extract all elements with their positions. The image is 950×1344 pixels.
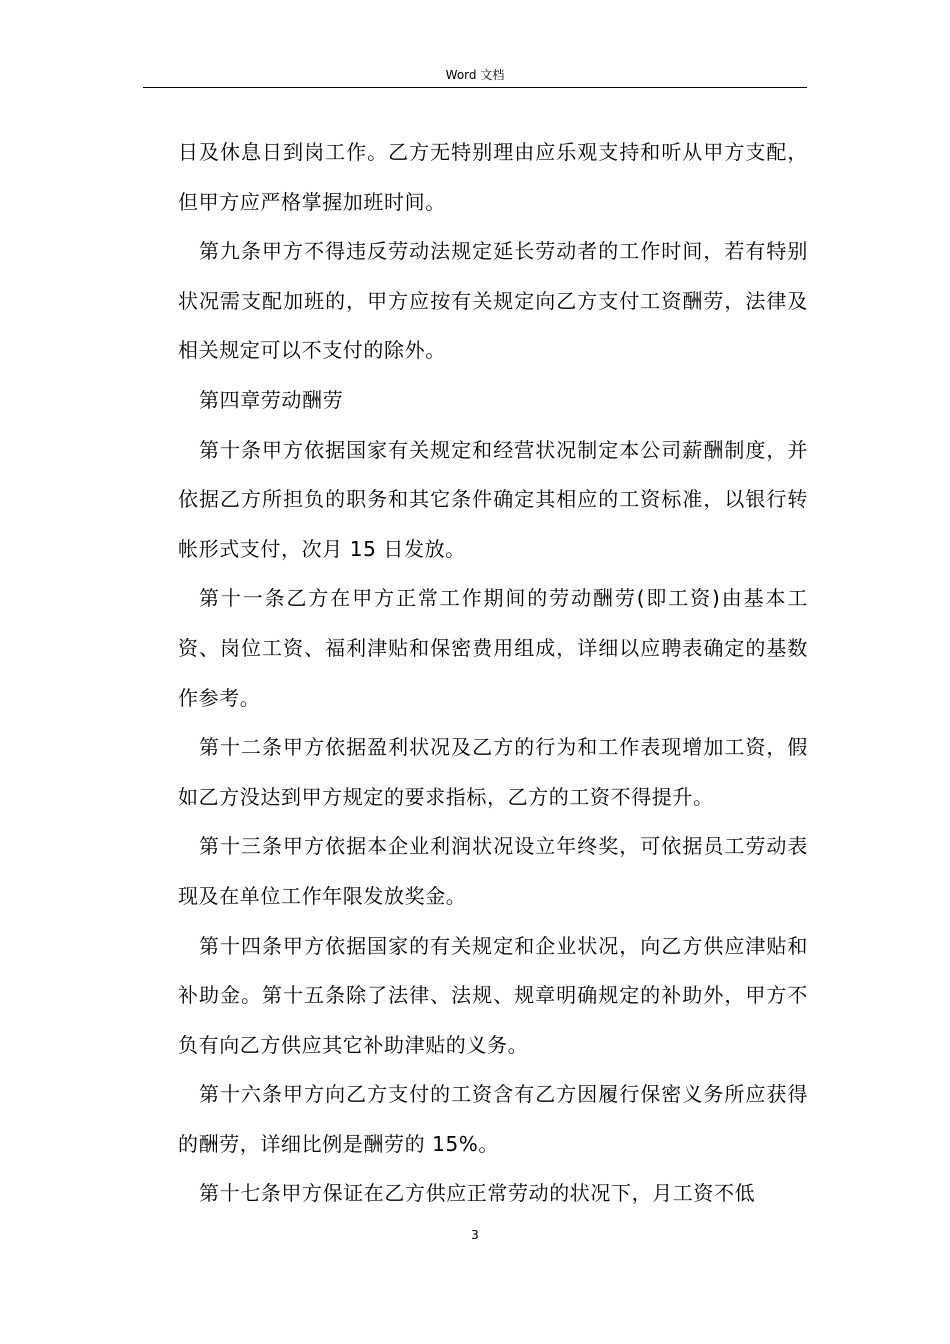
- paragraph-article-11: 第十一条乙方在甲方正常工作期间的劳动酬劳(即工资)由基本工资、岗位工资、福利津贴和保密费用组成，详细以应聘表确定的基数作参考。: [178, 586, 808, 710]
- paragraph-article-14-15: 第十四条甲方依据国家的有关规定和企业状况，向乙方供应津贴和补助金。第十五条除了法律、法规、规章明确规定的补助外，甲方不负有向乙方供应其它补助津贴的义务。: [178, 933, 808, 1057]
- paragraph-continuation: 日及休息日到岗工作。乙方无特别理由应乐观支持和听从甲方支配，但甲方应严格掌握加班时间。: [178, 140, 808, 214]
- paragraph-article-10: 第十条甲方依据国家有关规定和经营状况制定本公司薪酬制度，并依据乙方所担负的职务和其它条件确定其相应的工资标准，以银行转帐形式支付，次月 15 日发放。: [178, 437, 808, 561]
- page-number: 3: [471, 1228, 479, 1242]
- header-divider: [143, 87, 807, 88]
- page-header: Word 文档: [445, 68, 505, 82]
- paragraph-article-12: 第十二条甲方依据盈利状况及乙方的行为和工作表现增加工资，假如乙方没达到甲方规定的要求指标，乙方的工资不得提升。: [178, 735, 808, 809]
- document-body: [178, 128, 808, 1219]
- paragraph-article-9: 第九条甲方不得违反劳动法规定延长劳动者的工作时间，若有特别状况需支配加班的，甲方应按有关规定向乙方支付工资酬劳，法律及相关规定可以不支付的除外。: [178, 239, 808, 363]
- chapter-heading: 第四章劳动酬劳: [199, 387, 344, 412]
- paragraph-article-13: 第十三条甲方依据本企业利润状况设立年终奖，可依据员工劳动表现及在单位工作年限发放奖金。: [178, 834, 808, 908]
- paragraph-article-17: 第十七条甲方保证在乙方供应正常劳动的状况下，月工资不低: [199, 1181, 756, 1206]
- paragraph-article-16: 第十六条甲方向乙方支付的工资含有乙方因履行保密义务所应获得的酬劳，详细比例是酬劳的 15%。: [178, 1082, 808, 1156]
